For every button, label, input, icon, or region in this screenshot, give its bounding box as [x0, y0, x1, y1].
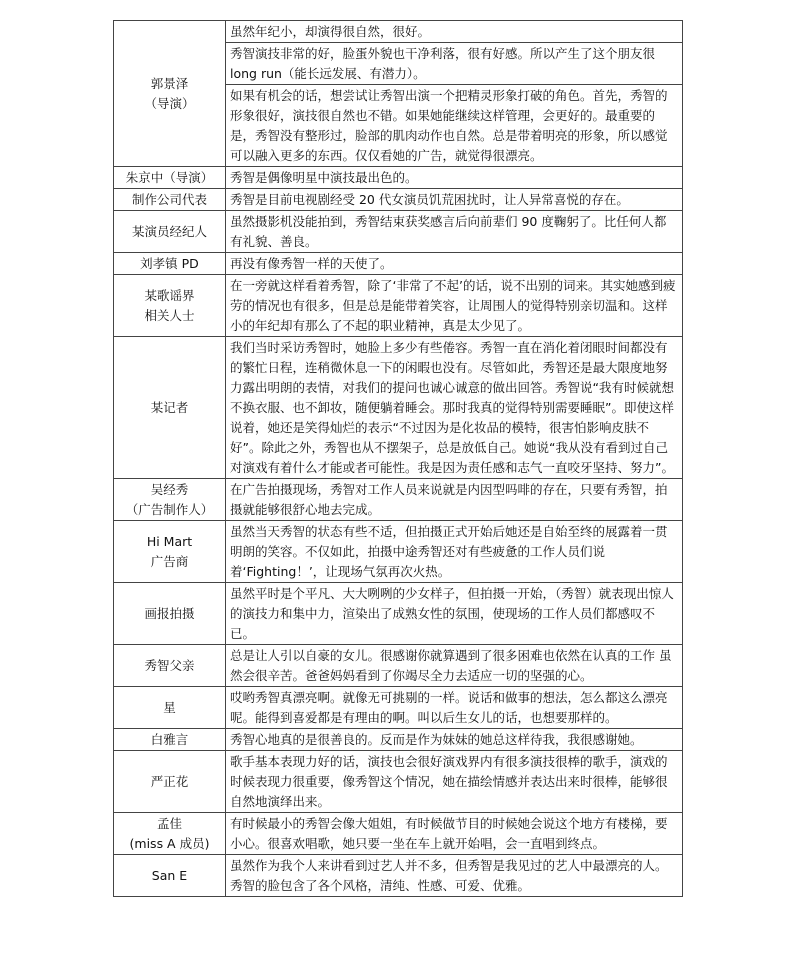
speaker-name: 星 — [163, 700, 176, 715]
quote-text: 我们当时采访秀智时，她脸上多少有些倦容。秀智一直在消化着闭眼时间都没有的繁忙日程，连稍微休息一下的闲暇也没有。尽管如此，秀智还是最大限度地努力露出明朗的表情，对我们的提问也诚心诚意的做出回答。秀智说“我有时候就想不换衣服、也不卸妆，随便躺着睡会。那时我真的觉得特别需要睡眠”。即使这样说着，她还是笑得灿烂的表示“不过因为是化妆品的模特，很害怕影响皮肤不好”。除此之外，秀智也从不摆架子，总是放低自己。她说“我从没有看到过自己对演戏有着什么才能或者可能性。我是因为责任感和志气一直咬牙坚持、努力”。 — [230, 340, 674, 475]
quote-text: 在一旁就这样看着秀智，除了‘非常了不起’的话，说不出别的词来。其实她感到疲劳的情况也有很多，但是总是能带着笑容，让周围人的觉得特别亲切温和。这样小的年纪却有那么了不起的职业精神，真是太少见了。 — [230, 278, 676, 333]
speaker-name: 白雅言 — [150, 732, 189, 747]
quote-text: 虽然当天秀智的状态有些不适，但拍摄正式开始后她还是自始至终的展露着一贯明朗的笑容。不仅如此，拍摄中途秀智还对有些疲惫的工作人员们说着‘Fighting！’，让现场气氛再次火热。 — [230, 524, 668, 579]
quote-text: 如果有机会的话，想尝试让秀智出演一个把精灵形象打破的角色。首先，秀智的形象很好，演技很自然也不错。如果她能继续这样管理，会更好的。最重要的是，秀智没有整形过，脸部的肌肉动作也自然。总是带着明亮的形象，所以感觉可以融入更多的东西。仅仅看她的广告，就觉得很漂亮。 — [230, 88, 668, 163]
quote-text: 秀智演技非常的好，脸蛋外貌也干净利落，很有好感。所以产生了这个朋友很 long run（能长远发展、有潜力）。 — [230, 46, 656, 81]
quote-text: 虽然摄影机没能拍到，秀智结束获奖感言后向前辈们 90 度鞠躬了。比任何人都有礼貌、善良。 — [230, 214, 667, 249]
speaker-name: 广告商 — [150, 554, 189, 569]
quote-text: 虽然平时是个平凡、大大咧咧的少女样子，但拍摄一开始，（秀智）就表现出惊人的演技力和集中力，渲染出了成熟女性的氛围，使现场的工作人员们都感叹不已。 — [230, 586, 674, 641]
table-row — [114, 189, 683, 211]
speaker-cell — [114, 167, 226, 189]
speaker-cell — [114, 275, 226, 337]
table-row — [114, 813, 683, 855]
table-row — [114, 253, 683, 275]
speaker-name: 制作公司代表 — [131, 192, 207, 207]
table-row — [114, 729, 683, 751]
speaker-name: Hi Mart — [146, 534, 193, 549]
quote-cell — [226, 687, 683, 729]
quote-cell — [226, 43, 683, 85]
quote-cell — [226, 337, 683, 479]
table-row — [114, 855, 683, 897]
speaker-name: 郭景泽 — [150, 76, 189, 91]
quote-text: 在广告拍摄现场，秀智对工作人员来说就是内因型吗啡的存在，只要有秀智，拍摄就能够很舒心地去完成。 — [230, 482, 668, 517]
quote-cell — [226, 583, 683, 645]
table-row — [114, 167, 683, 189]
table-row — [114, 751, 683, 813]
quote-cell — [226, 211, 683, 253]
speaker-name: (miss A 成员) — [129, 836, 210, 851]
speaker-name: 吴经秀 — [150, 482, 189, 497]
speaker-name: 孟佳 — [156, 816, 182, 831]
table-row — [114, 337, 683, 479]
speaker-name: （导演） — [144, 96, 195, 111]
quote-cell — [226, 189, 683, 211]
speaker-name: （广告制作人） — [125, 502, 214, 517]
speaker-name: 某歌谣界 — [144, 288, 195, 303]
quote-text: 秀智是偶像明星中演技最出色的。 — [230, 170, 418, 185]
quotes-table — [113, 20, 683, 897]
quote-text: 总是让人引以自豪的女儿。很感谢你就算遇到了很多困难也依然在认真的工作 虽然会很辛苦。爸爸妈妈看到了你竭尽全力去适应一切的坚强的心。 — [230, 648, 672, 683]
table-row — [114, 583, 683, 645]
speaker-cell — [114, 813, 226, 855]
speaker-cell — [114, 855, 226, 897]
quote-cell — [226, 85, 683, 167]
speaker-cell — [114, 189, 226, 211]
quotes-table-body — [114, 21, 683, 897]
table-row — [114, 645, 683, 687]
table-row — [114, 479, 683, 521]
speaker-cell — [114, 21, 226, 167]
speaker-cell — [114, 521, 226, 583]
quote-text: 再没有像秀智一样的天使了。 — [230, 256, 393, 271]
speaker-cell — [114, 211, 226, 253]
speaker-cell — [114, 479, 226, 521]
quote-text: 虽然作为我个人来讲看到过艺人并不多，但秀智是我见过的艺人中最漂亮的人。秀智的脸包含了各个风格，清纯、性感、可爱、优雅。 — [230, 858, 668, 893]
speaker-name: 严正花 — [150, 774, 189, 789]
speaker-name: 某演员经纪人 — [131, 224, 207, 239]
quote-text: 秀智心地真的是很善良的。反而是作为妹妹的她总这样待我，我很感谢她。 — [230, 732, 643, 747]
quote-cell — [226, 275, 683, 337]
quote-text: 虽然年纪小，却演得很自然，很好。 — [230, 24, 431, 39]
quote-cell — [226, 479, 683, 521]
table-row — [114, 211, 683, 253]
quote-cell — [226, 521, 683, 583]
speaker-name: 朱京中（导演） — [125, 170, 214, 185]
table-row — [114, 275, 683, 337]
quote-text: 有时候最小的秀智会像大姐姐，有时候做节目的时候她会说这个地方有楼梯，要小心。很喜欢唱歌，她只要一坐在车上就开始唱，会一直唱到终点。 — [230, 816, 668, 851]
table-row — [114, 521, 683, 583]
quote-text: 歌手基本表现力好的话，演技也会很好演戏界内有很多演技很棒的歌手，演戏的时候表现力很重要，像秀智这个情况，她在描绘情感并表达出来时很棒，能够很自然地演绎出来。 — [230, 754, 668, 809]
quote-text: 哎哟秀智真漂亮啊。就像无可挑剔的一样。说话和做事的想法，怎么都这么漂亮呢。能得到喜爱都是有理由的啊。叫以后生女儿的话，也想要那样的。 — [230, 690, 668, 725]
speaker-name: 秀智父亲 — [144, 658, 195, 673]
speaker-name: 某记者 — [150, 400, 189, 415]
speaker-cell — [114, 645, 226, 687]
speaker-name: 画报拍摄 — [144, 606, 195, 621]
speaker-cell — [114, 729, 226, 751]
table-row — [114, 687, 683, 729]
quote-cell — [226, 253, 683, 275]
quote-cell — [226, 645, 683, 687]
speaker-cell — [114, 687, 226, 729]
quote-cell — [226, 729, 683, 751]
speaker-cell — [114, 337, 226, 479]
quote-text: 秀智是目前电视剧经受 20 代女演员饥荒困扰时，让人异常喜悦的存在。 — [230, 192, 629, 207]
quote-cell — [226, 813, 683, 855]
quote-cell — [226, 167, 683, 189]
speaker-name: 刘孝镇 PD — [140, 256, 199, 271]
speaker-name: San E — [151, 868, 188, 883]
speaker-name: 相关人士 — [144, 308, 195, 323]
quote-cell — [226, 855, 683, 897]
table-row — [114, 21, 683, 43]
quote-cell — [226, 21, 683, 43]
speaker-cell — [114, 583, 226, 645]
speaker-cell — [114, 253, 226, 275]
speaker-cell — [114, 751, 226, 813]
quote-cell — [226, 751, 683, 813]
